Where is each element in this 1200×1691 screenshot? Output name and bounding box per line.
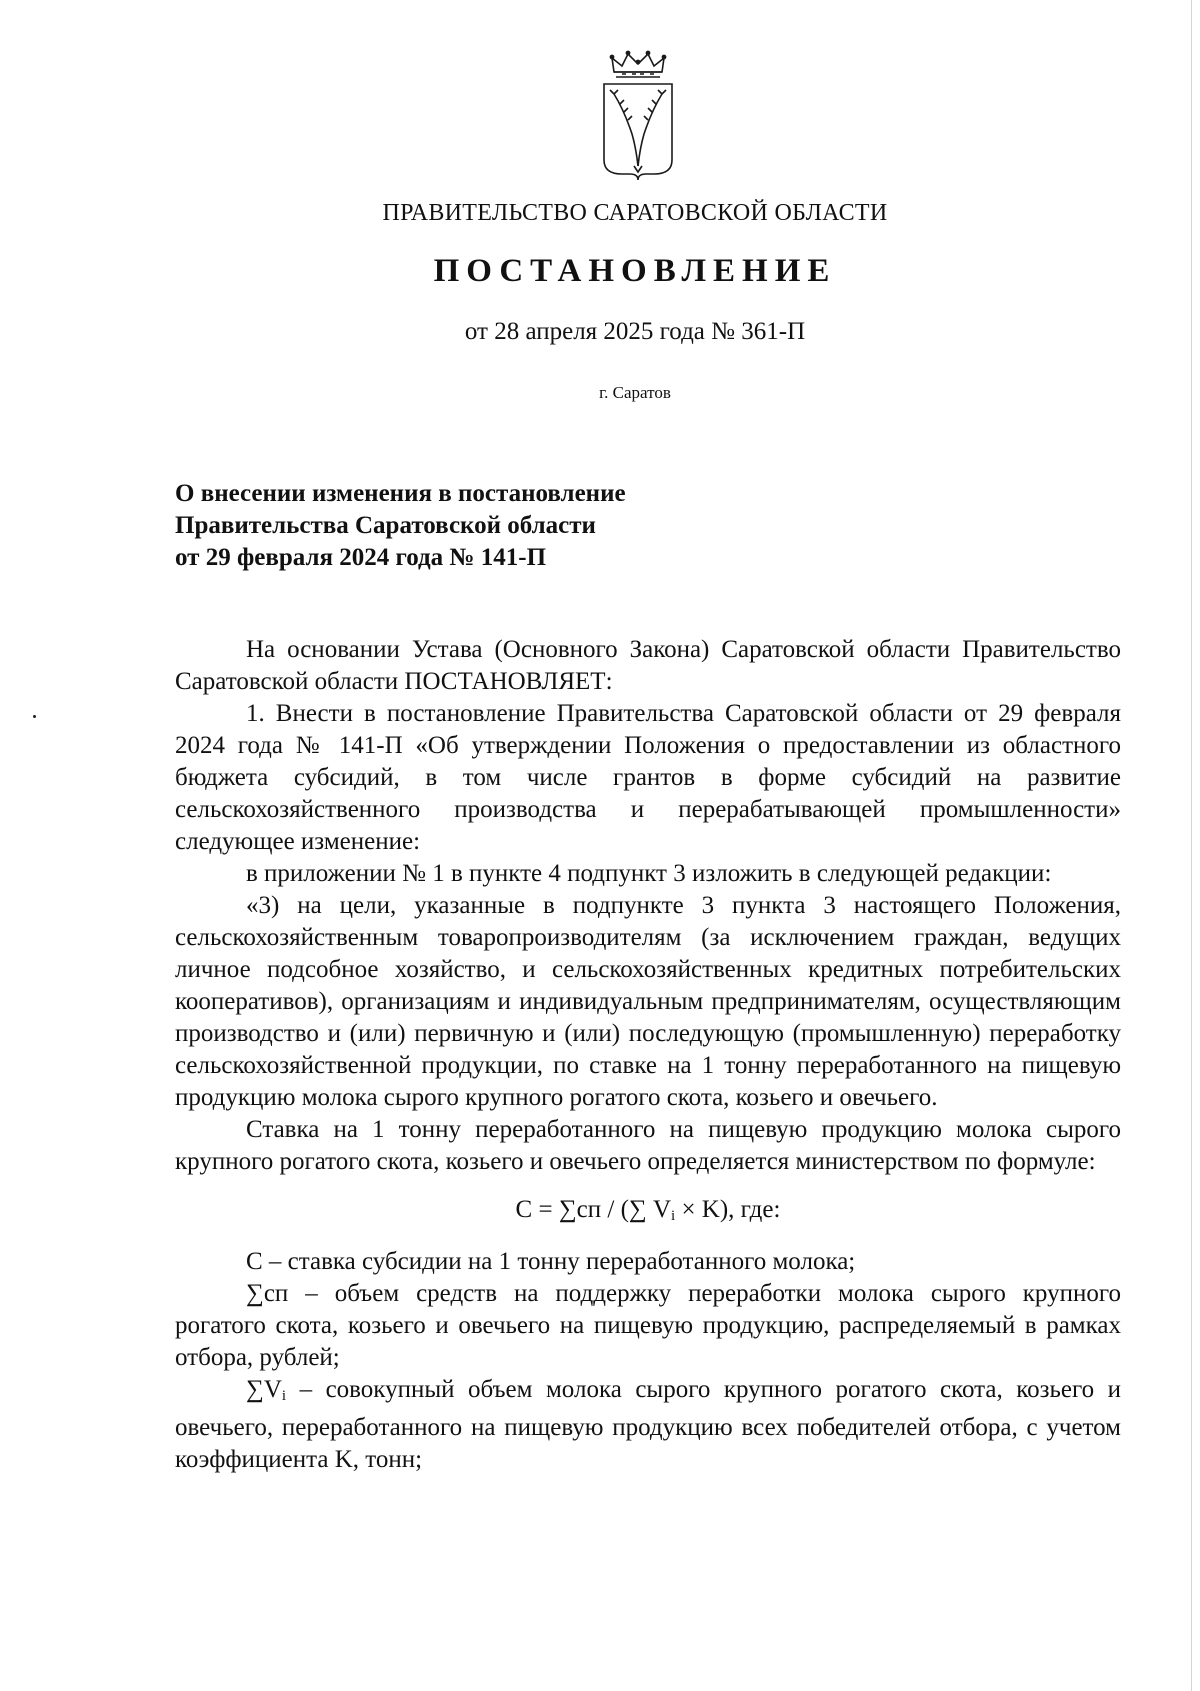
- paragraph-sum-v-definition: [175, 1374, 1121, 1476]
- scan-speck: [33, 715, 36, 718]
- coat-of-arms-icon: [600, 50, 676, 180]
- formula-subscript: i: [671, 1208, 676, 1224]
- paragraph-item-1: 1. Внести в постановление Правительства Саратовской области от 29 февраля 2024 года № 141-П «Об утверждении Положения о предоставлении из областного бюджета субсидий, в том числе грантов в форме субсидий на развитие сельскохозяйственного производства и перерабатывающей промышленности» следующее изменение:: [175, 700, 1121, 855]
- rate-formula: [175, 1194, 1121, 1232]
- sum-v-text: – совокупный объем молока сырого крупного рогатого скота, козьего и овечьего, переработанного на пищевую продукцию всех победителей отбора, с учетом коэффициента K, тонн;: [175, 1376, 1121, 1473]
- document-body: [175, 634, 1121, 1476]
- formula-left: С = ∑сп / (∑ V: [515, 1196, 672, 1223]
- paragraph-sum-sp-definition: ∑сп – объем средств на поддержку переработки молока сырого крупного рогатого скота, козьего и овечьего на пищевую продукцию, распределяемый в рамках отбора, рублей;: [175, 1280, 1121, 1371]
- paragraph-appendix-change: в приложении № 1 в пункте 4 подпункт 3 изложить в следующей редакции:: [246, 860, 1052, 887]
- paragraph-c-definition: С – ставка субсидии на 1 тонну переработанного молока;: [246, 1248, 856, 1275]
- document-city: г. Саратов: [599, 383, 671, 402]
- paragraph-basis: На основании Устава (Основного Закона) Саратовской области Правительство Саратовской области ПОСТАНОВЛЯЕТ:: [175, 636, 1121, 695]
- document-type: ПОСТАНОВЛЕНИЕ: [433, 253, 837, 289]
- formula-right: × K), где:: [675, 1196, 781, 1223]
- scan-edge-line: [1191, 0, 1192, 1691]
- document-date-number: от 28 апреля 2025 года № 361-П: [464, 318, 806, 345]
- paragraph-rate: Ставка на 1 тонну переработанного на пищевую продукцию молока сырого крупного рогатого скота, козьего и овечьего определяется министерством по формуле:: [175, 1116, 1121, 1175]
- sum-v-symbol: ∑V: [246, 1376, 282, 1403]
- title-line-2: Правительства Саратовской области: [175, 512, 596, 539]
- sum-v-subscript: i: [281, 1388, 287, 1404]
- document-title: [175, 478, 626, 574]
- title-line-1: О внесении изменения в постановление: [175, 480, 626, 507]
- paragraph-subitem-3: «3) на цели, указанные в подпункте 3 пункта 3 настоящего Положения, сельскохозяйственным товаропроизводителям (за исключением граждан, ведущих личное подсобное хозяйство, и сельскохозяйственных кредитных потребительских кооперативов), организациям и индивидуальным предпринимателям, осуществляющим производство и (или) первичную и (или) последующую (промышленную) переработку сельскохозяйственной продукции, по ставке на 1 тонну переработанного на пищевую продукцию молока сырого крупного рогатого скота, козьего и овечьего.: [175, 892, 1121, 1111]
- title-line-3: от 29 февраля 2024 года № 141-П: [175, 544, 547, 571]
- organization-name: ПРАВИТЕЛЬСТВО САРАТОВСКОЙ ОБЛАСТИ: [382, 200, 888, 226]
